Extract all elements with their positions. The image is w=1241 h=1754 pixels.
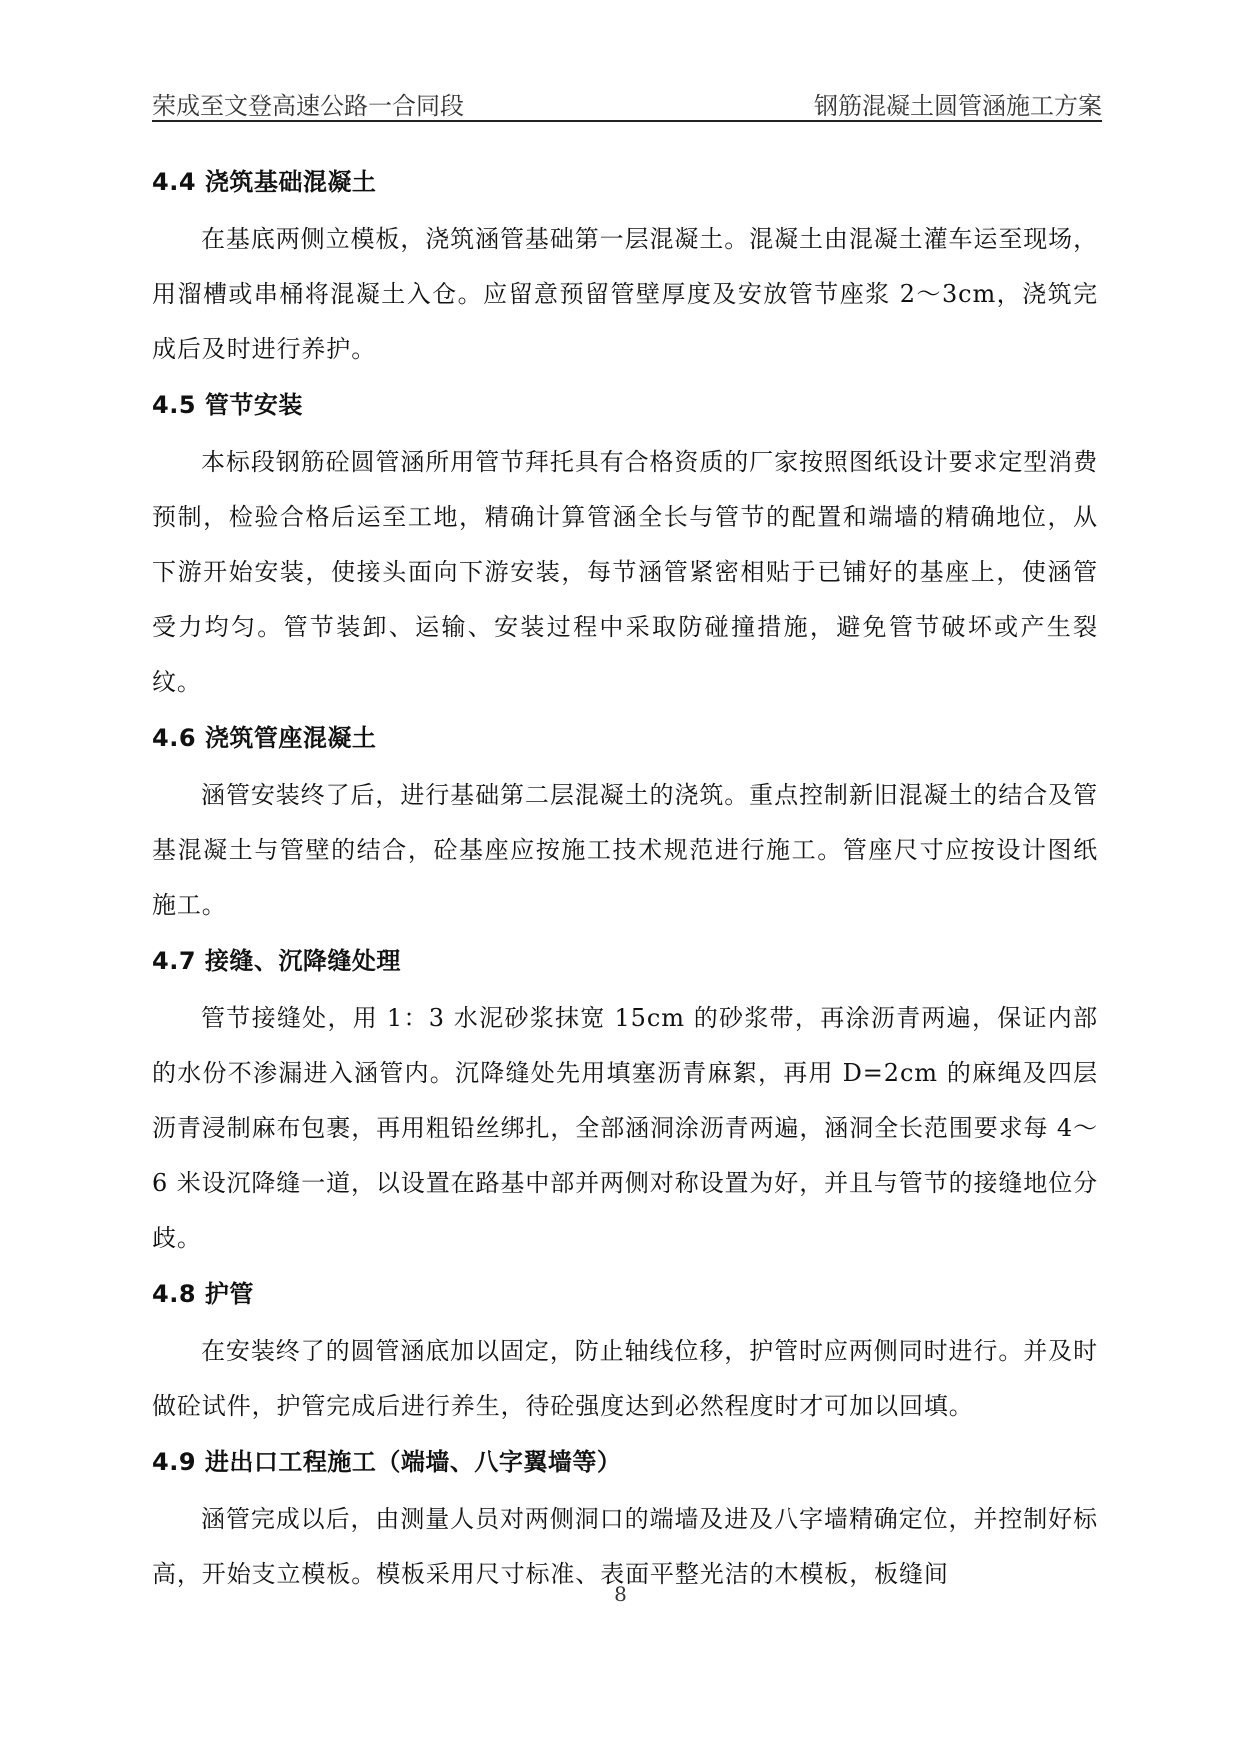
header-divider (152, 120, 1102, 122)
section-paragraph-4-9: 涵管完成以后，由测量人员对两侧洞口的端墙及进及八字墙精确定位，并控制好标高，开始支立模板。模板采用尺寸标准、表面平整光洁的木模板，板缝间 (152, 1505, 1098, 1588)
document-body (152, 158, 1098, 1606)
section-heading-4-5: 4.5 管节安装 (152, 391, 303, 419)
section-paragraph-4-4: 在基底两侧立模板，浇筑涵管基础第一层混凝土。混凝土由混凝土灌车运至现场，用溜槽或串桶将混凝土入仓。应留意预留管壁厚度及安放管节座浆 2～3cm，浇筑完成后及时进行养护。 (152, 225, 1098, 363)
section-heading-4-4: 4.4 浇筑基础混凝土 (152, 168, 377, 196)
section-heading-4-6: 4.6 浇筑管座混凝土 (152, 724, 377, 752)
header-document-title: 钢筋混凝土圆管涵施工方案 (814, 92, 1102, 120)
header-project-name: 荣成至文登高速公路一合同段 (152, 92, 464, 120)
section-paragraph-4-5: 本标段钢筋砼圆管涵所用管节拜托具有合格资质的厂家按照图纸设计要求定型消费预制，检验合格后运至工地，精确计算管涵全长与管节的配置和端墙的精确地位，从下游开始安装，使接头面向下游安装，每节涵管紧密相贴于已铺好的基座上，使涵管受力均匀。管节装卸、运输、安装过程中采取防碰撞措施，避免管节破坏或产生裂纹。 (152, 448, 1098, 696)
section-heading-4-9: 4.9 进出口工程施工（端墙、八字翼墙等） (152, 1448, 622, 1476)
section-paragraph-4-8: 在安装终了的圆管涵底加以固定，防止轴线位移，护管时应两侧同时进行。并及时做砼试件，护管完成后进行养生，待砼强度达到必然程度时才可加以回填。 (152, 1337, 1098, 1420)
section-paragraph-4-6: 涵管安装终了后，进行基础第二层混凝土的浇筑。重点控制新旧混凝土的结合及管基混凝土与管壁的结合，砼基座应按施工技术规范进行施工。管座尺寸应按设计图纸施工。 (152, 781, 1098, 919)
section-heading-4-7: 4.7 接缝、沉降缝处理 (152, 947, 401, 975)
page-header (152, 86, 1102, 122)
section-heading-4-8: 4.8 护管 (152, 1280, 254, 1308)
page-number: 8 (614, 1582, 627, 1606)
section-paragraph-4-7: 管节接缝处，用 1：3 水泥砂浆抹宽 15cm 的砂浆带，再涂沥青两遍，保证内部的水份不渗漏进入涵管内。沉降缝处先用填塞沥青麻絮，再用 D=2cm 的麻绳及四层沥青浸制麻布包裹，再用粗铅丝绑扎，全部涵洞涂沥青两遍，涵洞全长范围要求每 4～6 米设沉降缝一道，以设置在路基中部并两侧对称设置为好，并且与管节的接缝地位分歧。 (152, 1004, 1098, 1252)
